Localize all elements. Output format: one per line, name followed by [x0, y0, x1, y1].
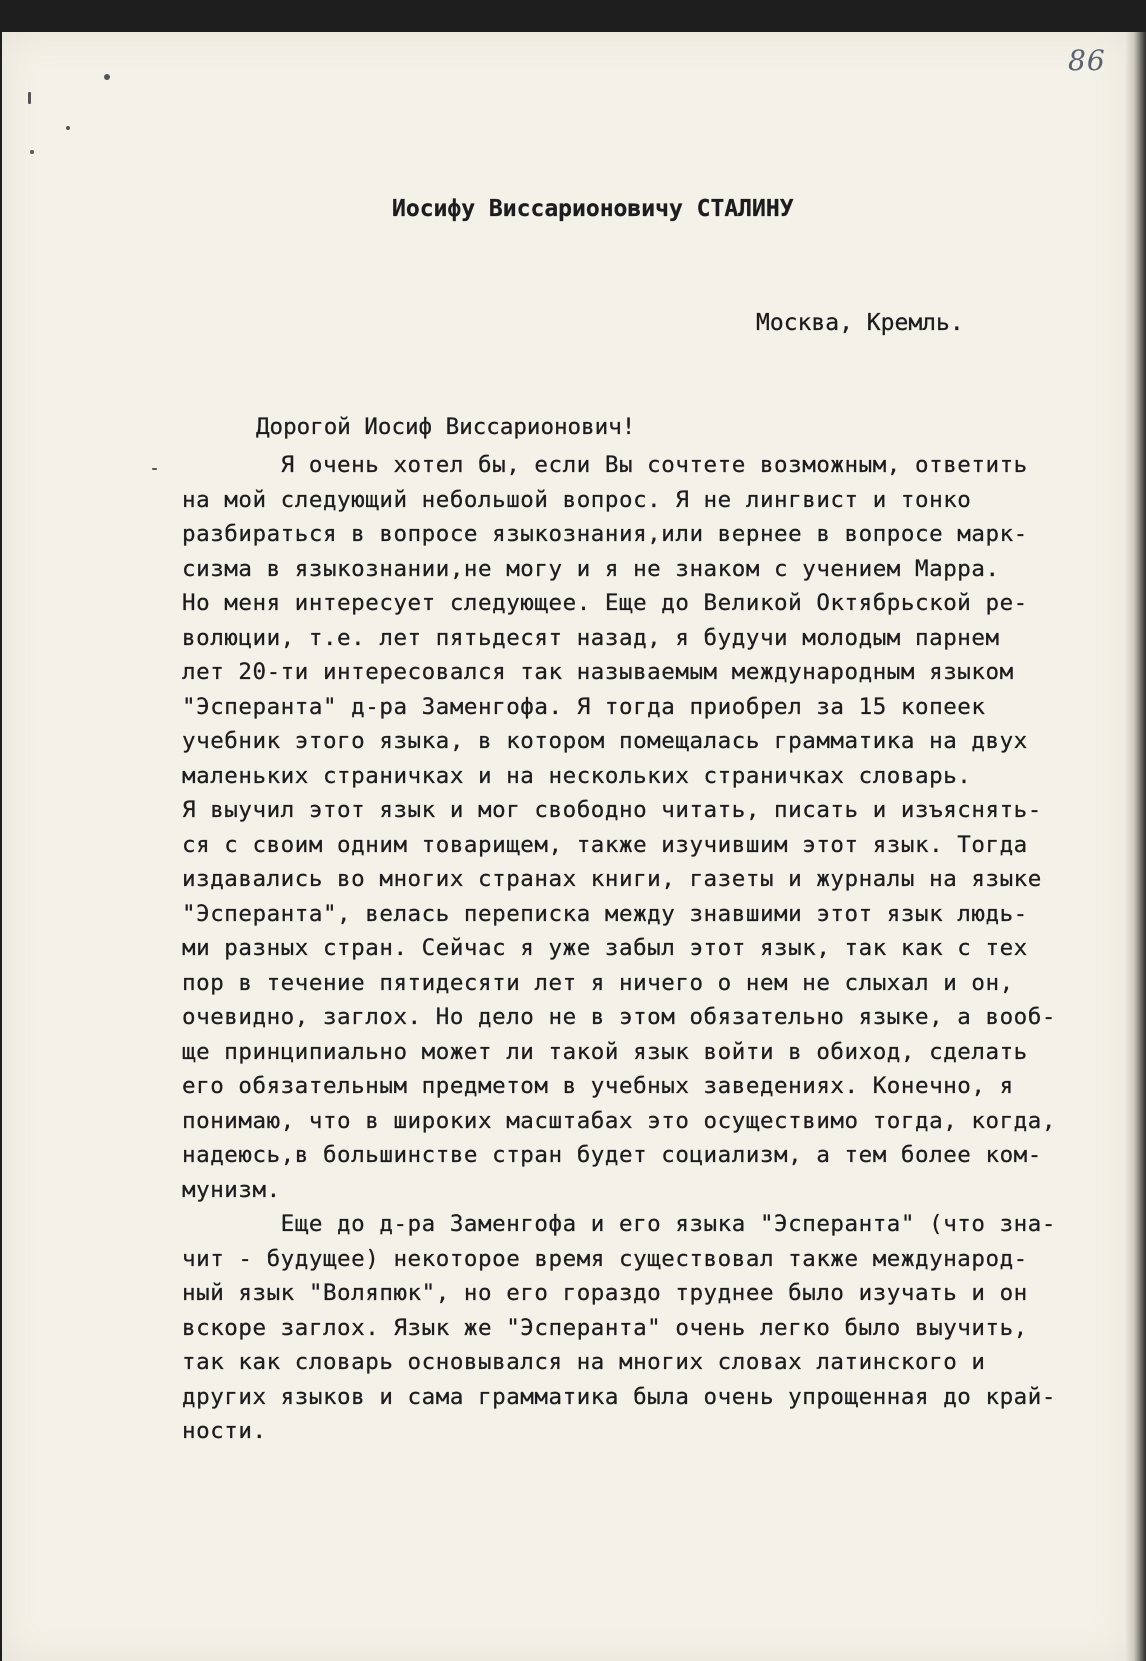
- body-line: на мой следующий небольшой вопрос. Я не лингвист и тонко: [182, 486, 972, 513]
- body-line: "Эсперанта" д-ра Заменгофа. Я тогда приобрел за 15 копеек: [182, 693, 986, 720]
- punch-mark: [104, 74, 110, 80]
- body-line: издавались во многих странах книги, газеты и журналы на языке: [182, 866, 1042, 892]
- body-line: Я очень хотел бы, если Вы сочтете возможным, ответить: [182, 452, 1028, 478]
- body-line: сизма в языкознании,не могу и я не знаком с учением Марра.: [182, 555, 1000, 582]
- body-line: учебник этого языка, в котором помещалась грамматика на двух: [182, 728, 1028, 754]
- body-line: очевидно, заглох. Но дело не в этом обязательно языке, а вооб-: [182, 1004, 1056, 1030]
- body-line: Я выучил этот язык и мог свободно читать, писать и изъяснять-: [182, 797, 1042, 823]
- body-line: ще принципиально может ли такой язык войти в обиход, сделать: [182, 1038, 1028, 1065]
- body-line: ся с своим одним товарищем, также изучившим этот язык. Тогда: [182, 831, 1028, 858]
- letter-body: [182, 448, 1056, 1449]
- page-number: 86: [1068, 44, 1106, 77]
- body-line: пор в течение пятидесяти лет я ничего о нем не слыхал и он,: [182, 969, 1014, 996]
- paper-edge: [1126, 32, 1146, 1661]
- body-line: Но меня интересует следующее. Еще до Великой Октябрьской ре-: [182, 590, 1028, 616]
- body-line: лет 20-ти интересовался так называемым международным языком: [182, 659, 1014, 685]
- body-line: вскоре заглох. Язык же "Эсперанта" очень легко было выучить,: [182, 1314, 1028, 1341]
- body-line: разбираться в вопросе языкознания,или вернее в вопросе марк-: [182, 521, 1028, 547]
- punch-mark: [152, 468, 157, 470]
- body-line: других языков и сама грамматика была очень упрощенная до край-: [182, 1383, 1056, 1410]
- body-line: ности.: [182, 1418, 267, 1444]
- punch-mark: [30, 150, 34, 154]
- place-line: Москва, Кремль.: [756, 310, 964, 336]
- body-line: мунизм.: [182, 1176, 281, 1203]
- body-line: надеюсь,в большинстве стран будет социализм, а тем более ком-: [182, 1142, 1042, 1168]
- body-line: ми разных стран. Сейчас я уже забыл этот язык, так как с тех: [182, 935, 1028, 961]
- body-line: ный язык "Воляпюк", но его гораздо труднее было изучать и он: [182, 1280, 1028, 1306]
- body-line: "Эсперанта", велась переписка между знавшими этот язык людь-: [182, 900, 1028, 927]
- body-line: его обязательным предметом в учебных заведениях. Конечно, я: [182, 1073, 1014, 1099]
- body-line: понимаю, что в широких масштабах это осуществимо тогда, когда,: [182, 1107, 1056, 1134]
- punch-mark: [66, 126, 70, 130]
- body-line: так как словарь основывался на многих словах латинского и: [182, 1349, 986, 1375]
- addressee-line: Иосифу Виссарионовичу СТАЛИНУ: [392, 196, 794, 222]
- body-line: Еще до д-ра Заменгофа и его языка "Эсперанта" (что зна-: [182, 1211, 1056, 1237]
- punch-mark: [28, 92, 31, 104]
- body-line: чит - будущее) некоторое время существовал также международ-: [182, 1245, 1028, 1272]
- body-line: волюции, т.е. лет пятьдесят назад, я будучи молодым парнем: [182, 624, 1000, 651]
- body-line: маленьких страничках и на нескольких страничках словарь.: [182, 762, 972, 789]
- salutation: Дорогой Иосиф Виссарионович!: [256, 414, 636, 440]
